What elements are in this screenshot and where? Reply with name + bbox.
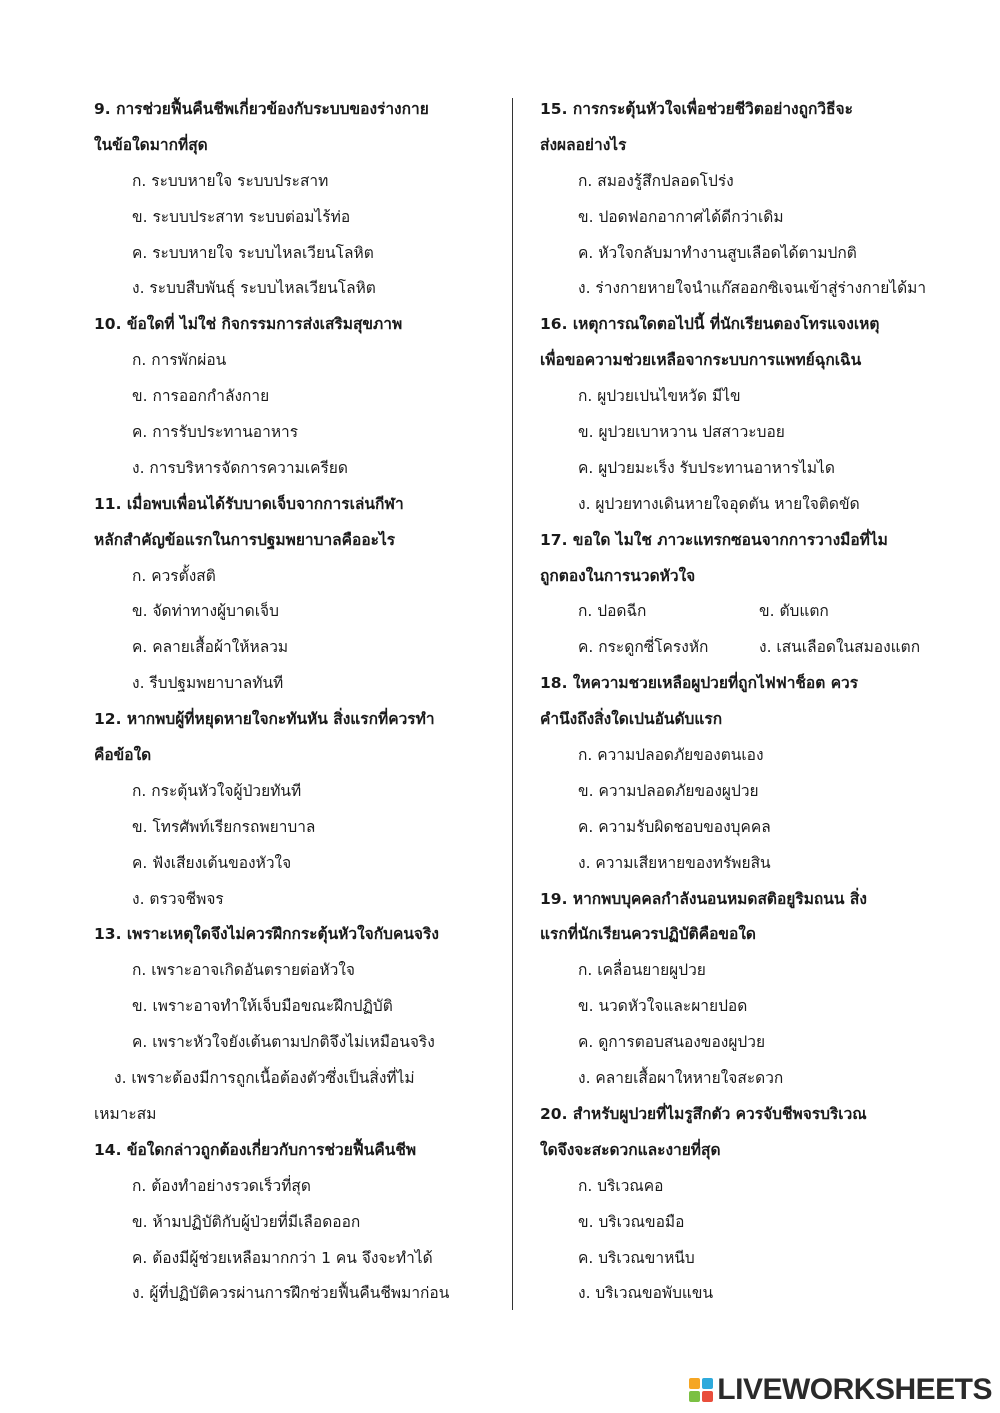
option-text: ง. ผู้ที่ปฏิบัติควรผ่านการฝึกช่วยฟื้นคืนชีพมาก่อน	[132, 1284, 450, 1303]
left-question-column	[94, 92, 494, 1312]
question-text: 12. หากพบผู้ที่หยุดหายใจกะทันหัน สิ่งแรกที่ควรทำ	[94, 710, 435, 729]
question-text: คือข้อใด	[94, 746, 152, 765]
question-text: 10. ข้อใดที่ ไม่ใช่ กิจกรรมการส่งเสริมสุขภาพ	[94, 315, 403, 334]
option-row	[540, 594, 940, 630]
liveworksheets-logo[interactable]	[689, 1373, 992, 1407]
option-text: ก. ปอดฉีก	[578, 602, 647, 621]
option-text: ข. ความปลอดภัยของผูปวย	[578, 781, 759, 800]
question-text: แรกที่นักเรียนควรปฏิบัติคือขอใด	[540, 925, 756, 944]
option-text: ก. ผูปวยเปนไขหวัด มีไข	[578, 387, 741, 406]
option-text: ก. การพักผ่อน	[132, 351, 227, 370]
question-text: 11. เมื่อพบเพื่อนได้รับบาดเจ็บจากการเล่นกีฬา	[94, 494, 404, 513]
question-text: 13. เพราะเหตุใดจึงไม่ควรฝึกกระตุ้นหัวใจกับคนจริง	[94, 925, 439, 944]
option-text: ก. ควรตั้งสติ	[132, 566, 216, 585]
option-text: ง. การบริหารจัดการความเครียด	[132, 458, 348, 477]
logo-square-3	[689, 1391, 700, 1402]
question-text: 9. การช่วยฟื้นคืนชีพเกี่ยวข้องกับระบบของร่างกาย	[94, 100, 429, 118]
question-text: 18. ใหความชวยเหลือผูปวยที่ถูกไฟฟาช็อต ควร	[540, 674, 859, 693]
option-text: ข. ห้ามปฏิบัติกับผู้ป่วยที่มีเลือดออก	[132, 1212, 361, 1231]
question-text: 16. เหตุการณใดตอไปนี้ ที่นักเรียนตองโทรแจงเหตุ	[540, 315, 880, 334]
option-text: ข. ผูปวยเบาหวาน ปสสาวะบอย	[578, 423, 785, 442]
option-text: ข. บริเวณขอมือ	[578, 1212, 685, 1231]
option-text: ก. เพราะอาจเกิดอันตรายต่อหัวใจ	[132, 961, 355, 980]
option-text: ค. ความรับผิดชอบของบุคคล	[578, 817, 771, 836]
option-text: ค. คลายเสื้อผ้าให้หลวม	[132, 638, 289, 657]
logo-mark-icon	[689, 1378, 713, 1402]
option-text: ง. รีบปฐมพยาบาลทันที	[132, 674, 284, 693]
option-text: ง. ความเสียหายของทรัพยสิน	[578, 853, 771, 872]
question-text: 17. ขอใด ไมใช ภาวะแทรกซอนจากการวางมือที่ไม	[540, 530, 888, 549]
option-text: ง. เสนเลือดในสมองแตก	[759, 638, 921, 657]
option-text: ข. ตับแตก	[759, 602, 829, 621]
option-text: ค. ดูการตอบสนองของผูปวย	[578, 1033, 766, 1052]
option-text: ค. ต้องมีผู้ช่วยเหลือมากกว่า 1 คน จึงจะทำได้	[132, 1248, 433, 1267]
option-text: ง. บริเวณขอพับแขน	[578, 1284, 714, 1303]
question-text: หลักสำคัญข้อแรกในการปฐมพยาบาลคืออะไร	[94, 530, 396, 549]
option-text: ง. คลายเสื้อผาใหหายใจสะดวก	[578, 1069, 784, 1088]
option-text: ก. บริเวณคอ	[578, 1176, 664, 1195]
option-text: ง. ผูปวยทางเดินหายใจอุดตัน หายใจติดขัด	[578, 494, 860, 513]
option-text: ง. ระบบสืบพันธุ์ ระบบไหลเวียนโลหิต	[132, 279, 376, 298]
option-continuation: เหมาะสม	[94, 1104, 157, 1123]
option-text: ค. หัวใจกลับมาทำงานสูบเลือดได้ตามปกติ	[578, 243, 857, 262]
option-text: ค. ระบบหายใจ ระบบไหลเวียนโลหิต	[132, 243, 374, 262]
option-text: ข. นวดหัวใจและผายปอด	[578, 997, 748, 1016]
option-text: ก. กระตุ้นหัวใจผู้ป่วยทันที	[132, 781, 302, 800]
option-text: ก. ความปลอดภัยของตนเอง	[578, 746, 764, 765]
question-text: ใดจึงจะสะดวกและงายที่สุด	[540, 1140, 721, 1159]
question-text: ถูกตองในการนวดหัวใจ	[540, 566, 696, 585]
option-row	[540, 630, 940, 666]
option-text: ค. บริเวณขาหนีบ	[578, 1248, 695, 1267]
question-text: 15. การกระตุ้นหัวใจเพื่อช่วยชีวิตอย่างถูกวิธีจะ	[540, 100, 853, 118]
right-question-column	[540, 92, 940, 1312]
option-text: ก. สมองรู้สึกปลอดโปร่ง	[578, 171, 734, 190]
question-text: คำนึงถึงสิ่งใดเปนอันดับแรก	[540, 710, 723, 729]
logo-square-2	[702, 1378, 713, 1389]
option-text: ข. จัดท่าทางผู้บาดเจ็บ	[132, 602, 279, 621]
option-text: ง. ตรวจชีพจร	[132, 889, 224, 908]
logo-square-1	[689, 1378, 700, 1389]
option-text: ก. ต้องทำอย่างรวดเร็วที่สุด	[132, 1176, 311, 1195]
column-divider	[512, 98, 513, 1310]
option-text: ง. เพราะต้องมีการถูกเนื้อต้องตัวซึ่งเป็นสิ่งที่ไม่	[114, 1069, 415, 1088]
option-text: ข. การออกกำลังกาย	[132, 387, 270, 406]
option-text: ก. เคลื่อนยายผูปวย	[578, 961, 706, 980]
logo-text: LIVEWORKSHEETS	[717, 1373, 992, 1406]
option-text: ค. ผูปวยมะเร็ง รับประทานอาหารไมได	[578, 458, 835, 477]
option-text: ข. ปอดฟอกอากาศได้ดีกว่าเดิม	[578, 207, 784, 226]
option-text: ก. ระบบหายใจ ระบบประสาท	[132, 171, 329, 190]
question-text: 19. หากพบบุคคลกำลังนอนหมดสติอยูริมถนน สิ่ง	[540, 889, 867, 908]
question-text: ในข้อใดมากที่สุด	[94, 135, 208, 154]
question-text: 14. ข้อใดกล่าวถูกต้องเกี่ยวกับการช่วยฟื้นคืนชีพ	[94, 1140, 417, 1159]
question-text: เพื่อขอความช่วยเหลือจากระบบการแพทย์ฉุกเฉิน	[540, 351, 862, 370]
option-text: ข. เพราะอาจทำให้เจ็บมือขณะฝึกปฏิบัติ	[132, 997, 393, 1016]
option-text: ค. เพราะหัวใจยังเต้นตามปกติจึงไม่เหมือนจริง	[132, 1033, 435, 1052]
option-text: ค. การรับประทานอาหาร	[132, 423, 299, 442]
option-text: ค. กระดูกซี่โครงหัก	[578, 638, 709, 657]
question-text: ส่งผลอย่างไร	[540, 135, 627, 154]
option-text: ค. ฟังเสียงเต้นของหัวใจ	[132, 853, 292, 872]
option-text: ข. โทรศัพท์เรียกรถพยาบาล	[132, 817, 316, 836]
option-text: ข. ระบบประสาท ระบบต่อมไร้ท่อ	[132, 207, 351, 226]
question-text: 20. สำหรับผูปวยที่ไมรูสึกตัว ควรจับชีพจรบริเวณ	[540, 1104, 867, 1123]
option-text: ง. ร่างกายหายใจนำแก๊สออกซิเจนเข้าสู่ร่างกายได้มา	[578, 279, 927, 298]
logo-square-4	[702, 1391, 713, 1402]
